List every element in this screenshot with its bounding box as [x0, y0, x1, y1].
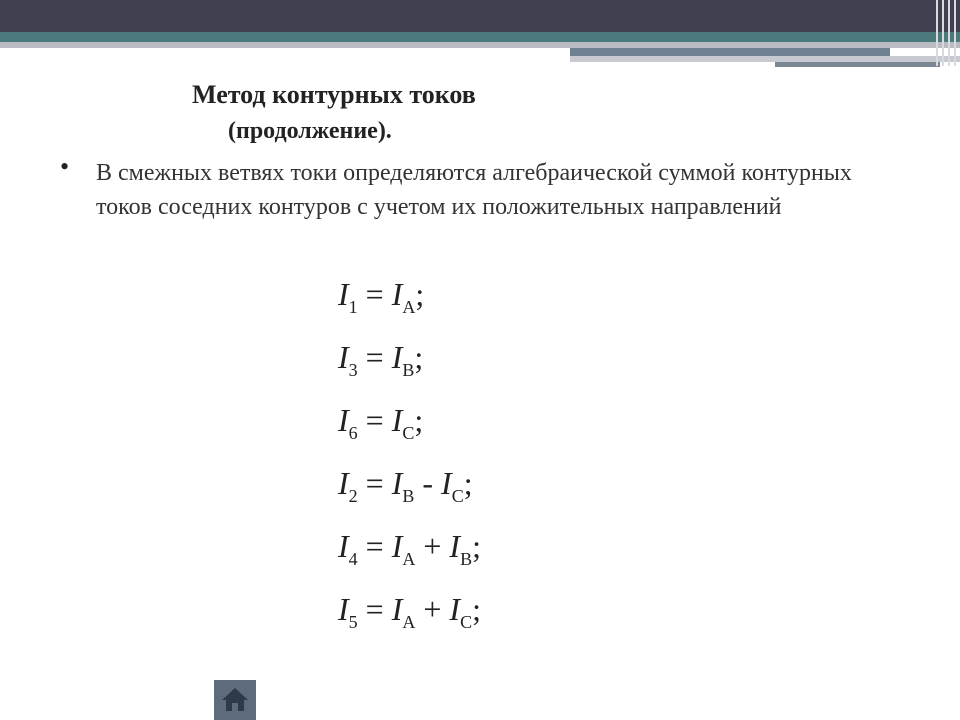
formula-subscript: A	[402, 297, 416, 317]
formula-operator: =	[357, 528, 392, 564]
formula-line	[338, 591, 481, 633]
formula-operator: +	[415, 528, 450, 564]
formula-operator: -	[414, 465, 442, 501]
formula-subscript: 2	[348, 486, 358, 506]
formula-operator: =	[357, 402, 392, 438]
formula-subscript: 6	[348, 423, 358, 443]
formula-terminator: ;	[463, 465, 473, 501]
formula-variable: I	[391, 465, 403, 501]
header-vertical-lines	[930, 0, 960, 66]
formula-variable: I	[338, 276, 349, 312]
header-bar	[0, 0, 960, 32]
home-icon	[220, 684, 250, 714]
formula-variable: I	[391, 591, 403, 627]
formula-subscript: C	[460, 612, 473, 632]
formula-variable: I	[449, 591, 461, 627]
formula-operator: =	[357, 276, 392, 312]
formula-line	[338, 276, 424, 318]
formula-operator: =	[357, 591, 392, 627]
formula-subscript: A	[402, 612, 416, 632]
formula-line	[338, 339, 423, 381]
formula-variable: I	[338, 402, 349, 438]
formula-subscript: 3	[348, 360, 358, 380]
formula-variable: I	[338, 591, 349, 627]
formula-subscript: B	[402, 360, 415, 380]
formula-subscript: 5	[348, 612, 358, 632]
formula-variable: I	[391, 339, 403, 375]
formula-subscript: A	[402, 549, 416, 569]
formula-subscript: C	[451, 486, 464, 506]
formula-terminator: ;	[414, 402, 424, 438]
bullet-text: В смежных ветвях токи определяются алгебраической суммой контурных токов соседних контуров с учетом их положительных направлений	[96, 160, 852, 220]
formula-terminator: ;	[415, 276, 425, 312]
formula-variable: I	[449, 528, 461, 564]
formula-subscript: B	[460, 549, 473, 569]
formula-variable: I	[338, 339, 349, 375]
formula-operator: =	[357, 339, 392, 375]
formula-variable: I	[391, 402, 403, 438]
header-stripe-1	[570, 48, 890, 56]
formula-line	[338, 402, 423, 444]
home-button[interactable]	[214, 680, 256, 720]
formula-subscript: 4	[348, 549, 358, 569]
formula-variable: I	[338, 528, 349, 564]
formula-operator: +	[415, 591, 450, 627]
formula-variable: I	[391, 528, 403, 564]
formula-subscript: 1	[348, 297, 358, 317]
formula-subscript: C	[402, 423, 415, 443]
slide-title: Метод контурных токов	[192, 80, 476, 109]
header-stripe-3	[775, 62, 940, 67]
formula-variable: I	[338, 465, 349, 501]
formula-variable: I	[391, 276, 403, 312]
header-accent-bar	[0, 32, 960, 42]
formula-line	[338, 465, 473, 507]
bullet-marker: •	[60, 152, 70, 181]
formula-terminator: ;	[472, 528, 481, 564]
formula-subscript: B	[402, 486, 415, 506]
slide-subtitle: (продолжение).	[228, 118, 392, 144]
formula-operator: =	[357, 465, 392, 501]
formula-variable: I	[441, 465, 452, 501]
formula-line	[338, 528, 481, 570]
formula-terminator: ;	[414, 339, 424, 375]
formula-terminator: ;	[472, 591, 481, 627]
